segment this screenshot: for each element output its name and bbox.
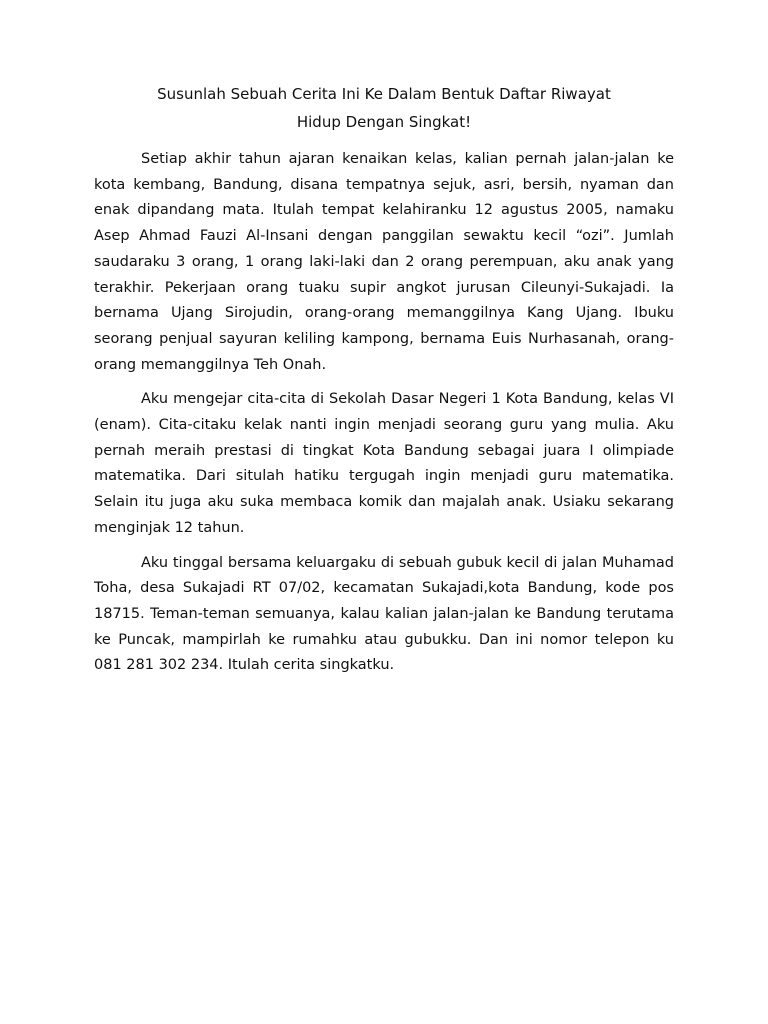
document-page: [94, 80, 674, 688]
title-line-2: Hidup Dengan Singkat!: [296, 113, 472, 131]
document-title: [94, 80, 674, 136]
paragraph-address-contact: Aku tinggal bersama keluargaku di sebuah gubuk kecil di jalan Muhamad Toha, desa Sukajadi RT 07/02, kecamatan Sukajadi,kota Bandung, kode pos 18715. Teman-teman semuanya, kalau kalian jalan-jalan ke Bandung terutama ke Puncak, mampirlah ke rumahku atau gubukku. Dan ini nomor telepon ku 081 281 302 234. Itulah cerita singkatku.: [94, 554, 674, 674]
paragraph-school-aspiration: Aku mengejar cita-cita di Sekolah Dasar Negeri 1 Kota Bandung, kelas VI (enam). Cita-citaku kelak nanti ingin menjadi seorang guru yang mulia. Aku pernah meraih prestasi di tingkat Kota Bandung sebagai juara I olimpiade matematika. Dari situlah hatiku tergugah ingin menjadi guru matematika. Selain itu juga aku suka membaca komik dan majalah anak. Usiaku sekarang menginjak 12 tahun.: [94, 391, 674, 536]
paragraph-birth-family: Setiap akhir tahun ajaran kenaikan kelas, kalian pernah jalan-jalan ke kota kembang, Bandung, disana tempatnya sejuk, asri, bersih, nyaman dan enak dipandang mata. Itulah tempat kelahiranku 12 agustus 2005, namaku Asep Ahmad Fauzi Al-Insani dengan panggilan sewaktu kecil “ozi”. Jumlah saudaraku 3 orang, 1 orang laki-laki dan 2 orang perempuan, aku anak yang terakhir. Pekerjaan orang tuaku supir angkot jurusan Cileunyi-Sukajadi. Ia bernama Ujang Sirojudin, orang-orang memanggilnya Kang Ujang. Ibuku seorang penjual sayuran keliling kampong, bernama Euis Nurhasanah, orang-orang memanggilnya Teh Onah.: [94, 151, 674, 373]
title-line-1: Susunlah Sebuah Cerita Ini Ke Dalam Bentuk Daftar Riwayat: [157, 85, 611, 103]
